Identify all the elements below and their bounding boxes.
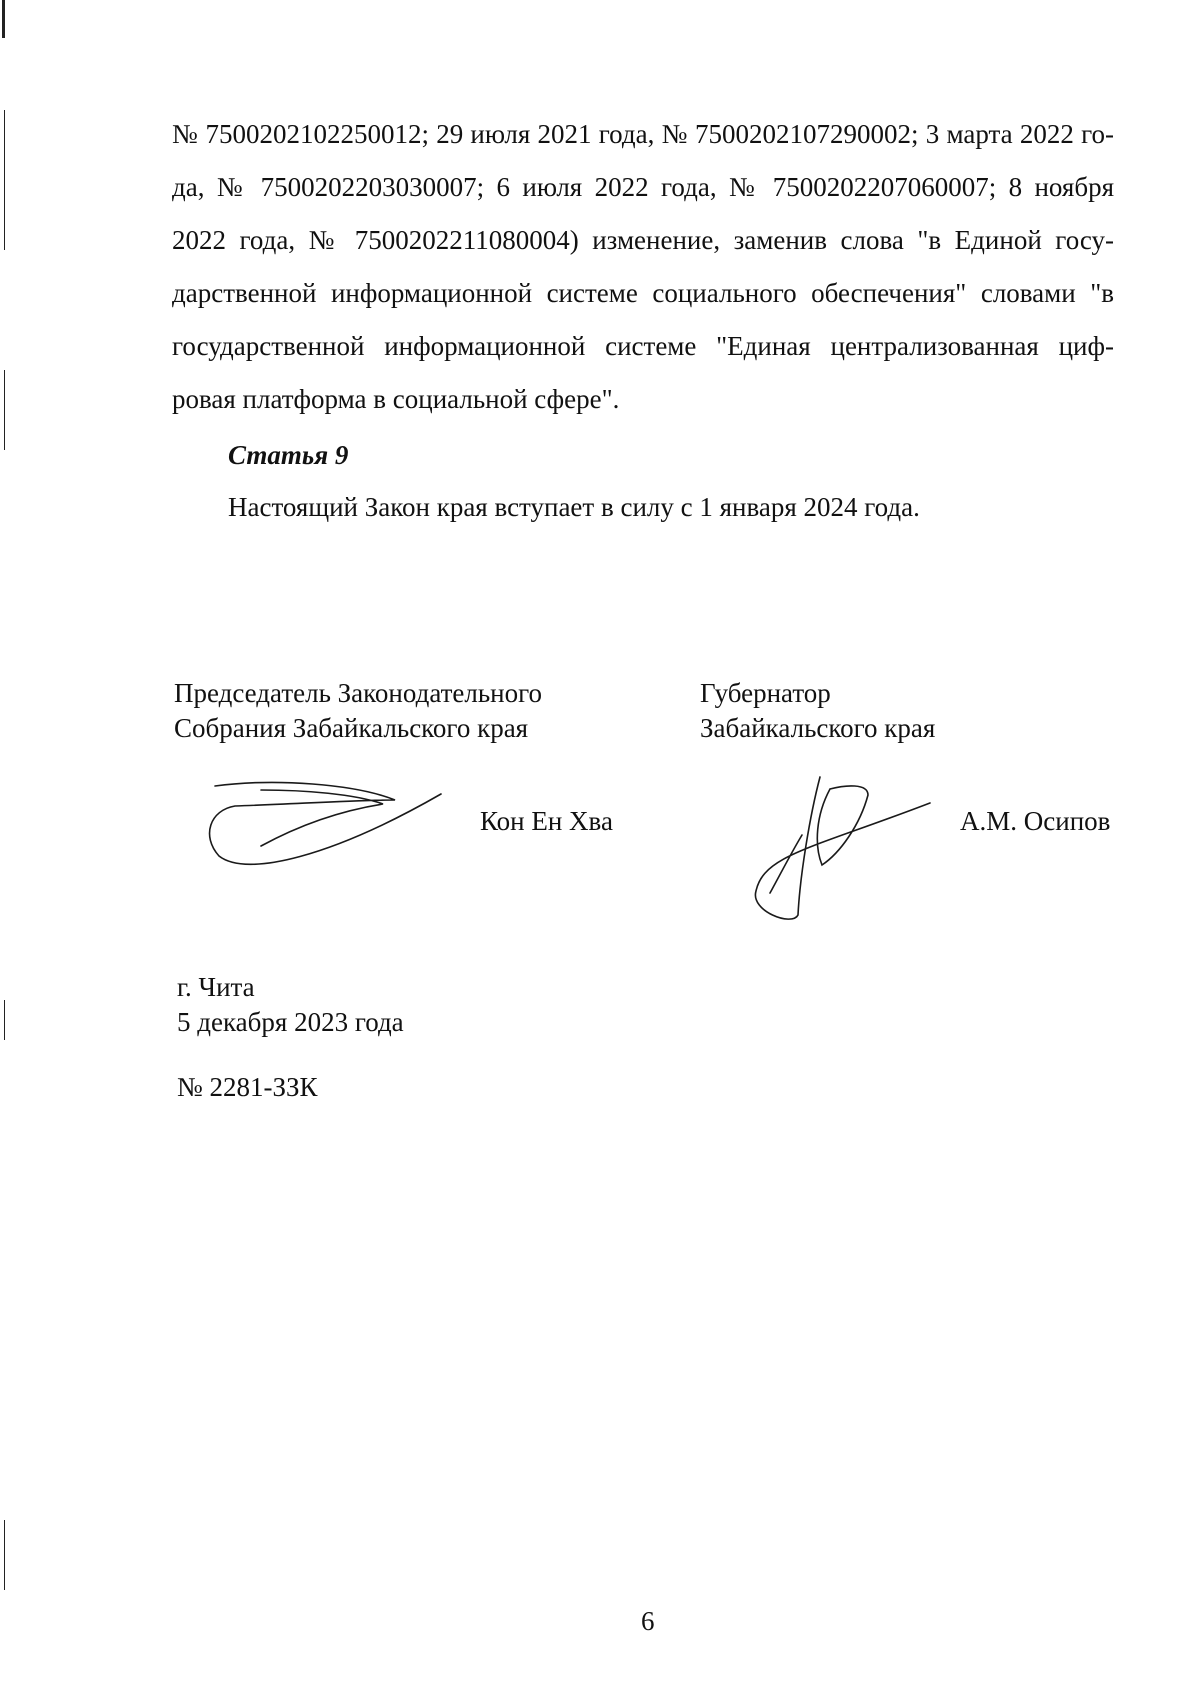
place: г. Чита [177, 972, 255, 1002]
left-signatory-title [174, 676, 542, 746]
body-paragraph [172, 108, 1114, 426]
scan-edge-mark [4, 1520, 5, 1590]
body-line: да, № 7500202203030007; 6 июля 2022 года, № 7500202207060007; 8 ноября [172, 172, 1114, 202]
left-signature [205, 780, 445, 880]
scan-edge-mark [4, 110, 5, 250]
left-signatory-name: Кон Ен Хва [480, 806, 613, 836]
page-number: 6 [641, 1606, 655, 1636]
body-line: государственной информационной системе "Единая централизованная циф- [172, 331, 1114, 361]
right-title-line: Губернатор [700, 678, 831, 708]
body-line: № 7500202102250012; 29 июля 2021 года, № 7500202107290002; 3 марта 2022 го- [172, 119, 1114, 149]
scan-edge-mark [4, 1000, 5, 1040]
body-line: 2022 года, № 7500202211080004) изменение, заменив слова "в Единой госу- [172, 225, 1114, 255]
body-line: ровая платформа в социальной сфере". [172, 384, 620, 414]
article-text: Настоящий Закон края вступает в силу с 1 января 2024 года. [228, 492, 920, 522]
left-title-line: Председатель Законодательного [174, 678, 543, 708]
body-line: дарственной информационной системе социального обеспечения" словами "в [172, 278, 1114, 308]
scan-edge-mark [2, 0, 5, 38]
article-heading: Статья 9 [228, 440, 349, 470]
date: 5 декабря 2023 года [177, 1007, 404, 1037]
right-signatory-title [700, 676, 935, 746]
scan-edge-mark [4, 370, 5, 450]
right-signatory-name: А.М. Осипов [960, 806, 1111, 836]
right-title-line: Забайкальского края [700, 713, 936, 743]
left-title-line: Собрания Забайкальского края [174, 713, 529, 743]
right-signature [750, 775, 940, 925]
place-and-date [177, 970, 404, 1040]
document-number: № 2281-ЗЗК [177, 1072, 318, 1102]
